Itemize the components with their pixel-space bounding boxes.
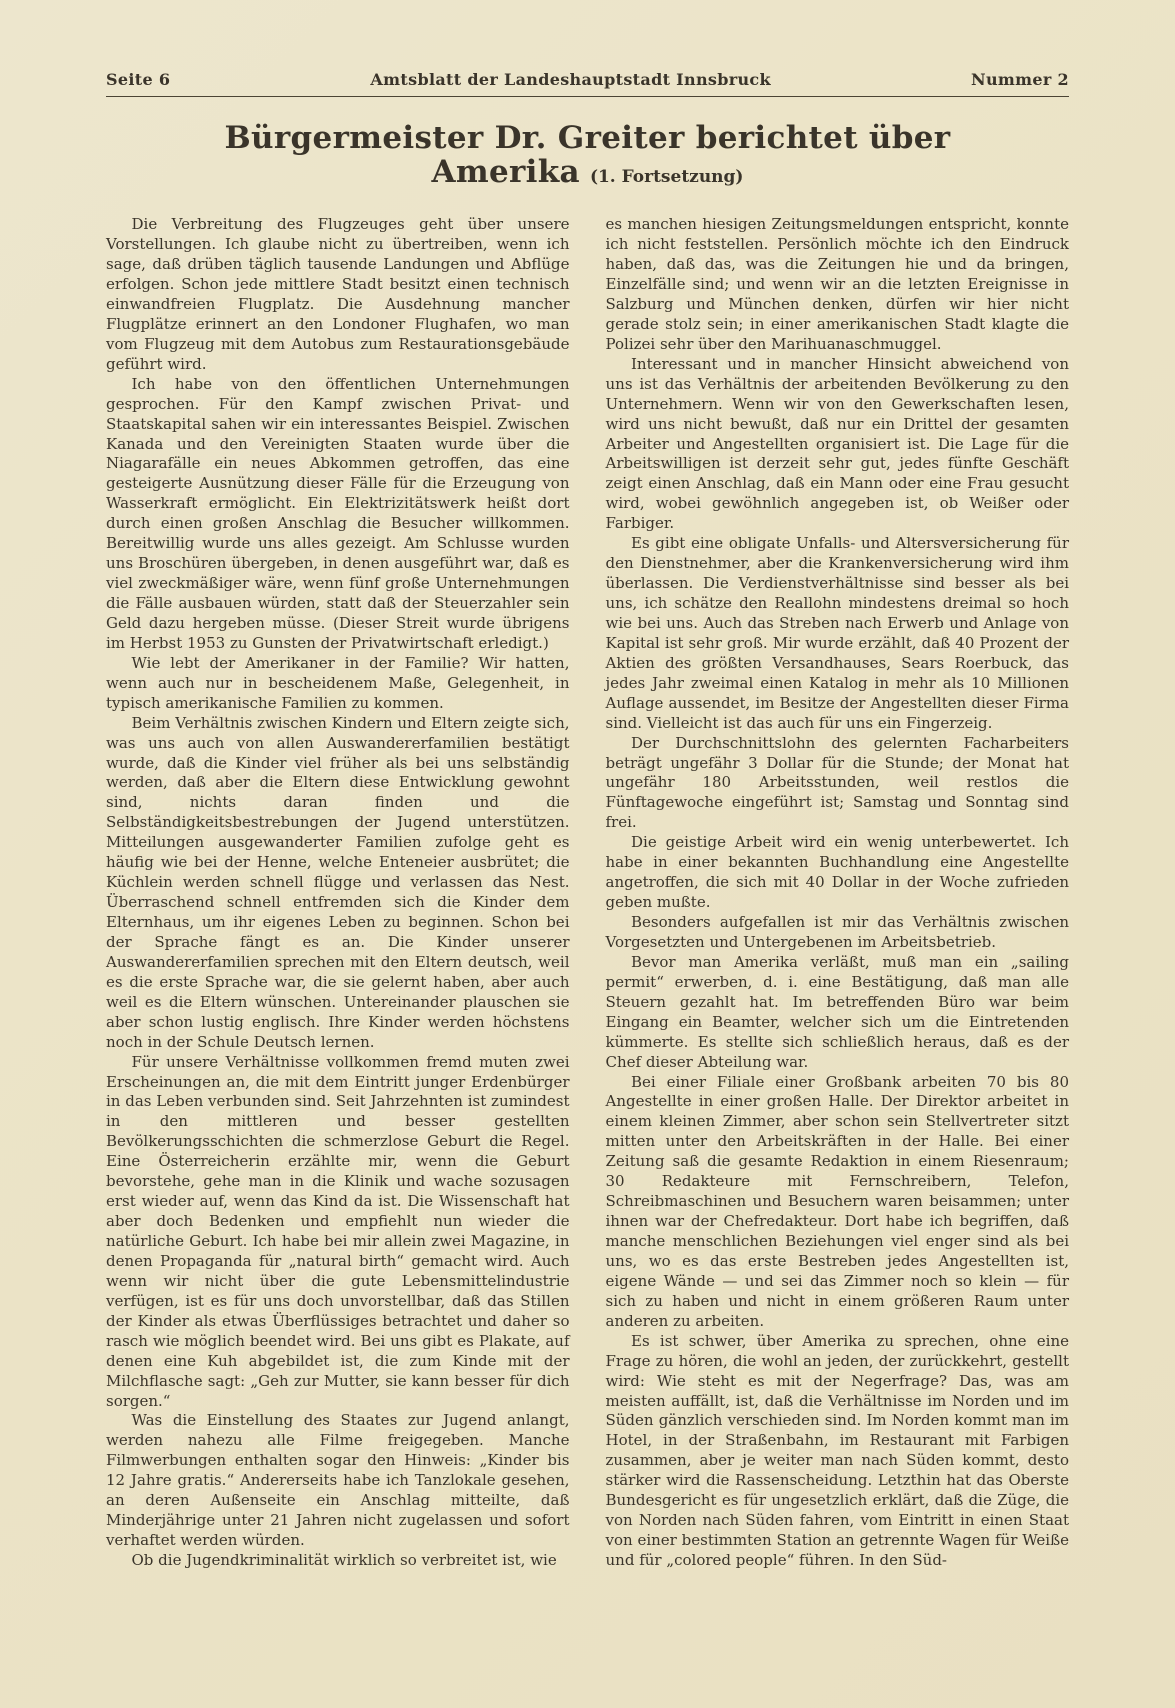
column-right (606, 215, 1070, 1571)
paragraph: Bevor man Amerika verläßt, muß man ein „sailing permit“ erwerben, d. i. eine Bestätigung, daß man alle Steuern gezahlt hat. Im betreffenden Büro war beim Eingang ein Beamter, welcher sich um die Eintretenden kümmerte. Es stellte sich schließlich heraus, daß es der Chef dieser Abteilung war. (605, 952, 1069, 1071)
paragraph: Wie lebt der Amerikaner in der Familie? Wir hatten, wenn auch nur in bescheidenem Maße, Gelegenheit, in typisch amerikanische Familien zu kommen. (106, 653, 570, 712)
paragraph: Es gibt eine obligate Unfalls- und Altersversicherung für den Dienstnehmer, aber die Krankenversicherung wird ihm überlassen. Die Verdienstverhältnisse sind besser als bei uns, ich schätze den Reallohn mindestens dreimal so hoch wie bei uns. Auch das Streben nach Erwerb und Anlage von Kapital ist sehr groß. Mir wurde erzählt, daß 40 Prozent der Aktien des größten Versandhauses, Sears Roerbuck, das jedes Jahr zweimal einen Katalog in mehr als 10 Millionen Auflage aussendet, im Besitze der Angestellten dieser Firma sind. Vielleicht ist das auch für uns ein Fingerzeig. (605, 534, 1069, 732)
masthead-title: Amtsblatt der Landeshauptstadt Innsbruck (370, 70, 771, 89)
paragraph: Für unsere Verhältnisse vollkommen fremd muten zwei Erscheinungen an, die mit dem Eintritt junger Erdenbürger in das Leben verbunden sind. Seit Jahrzehnten ist zumindest in den mittleren und besser gestellten Bevölkerungsschichten die schmerzlose Geburt die Regel. Eine Österreicherin erzählte mir, wenn die Geburt bevorstehe, gehe man in die Klinik und wache sozusagen erst wieder auf, wenn das Kind da ist. Die Wissenschaft hat aber doch Bedenken und empfiehlt nun wieder die natürliche Geburt. Ich habe bei mir allein zwei Magazine, in denen Propaganda für „natural birth“ gemacht wird. Auch wenn wir nicht über die gute Lebensmittelindustrie verfügen, ist es für uns doch unvorstellbar, daß das Stillen der Kinder als etwas Überflüssiges betrachtet und daher so rasch wie möglich beendet wird. Bei uns gibt es Plakate, auf denen eine Kuh abgebildet ist, die zum Kinde mit der Milchflasche sagt: „Geh zur Mutter, sie kann besser für dich sorgen.“ (106, 1052, 570, 1410)
paragraph: Ich habe von den öffentlichen Unternehmungen gesprochen. Für den Kampf zwischen Privat- und Staatskapital sahen wir ein interessantes Beispiel. Zwischen Kanada und den Vereinigten Staaten wurde über die Niagarafälle ein neues Abkommen getroffen, das eine gesteigerte Ausnützung dieser Fälle für die Erzeugung von Wasserkraft ermöglicht. Ein Elektrizitätswerk heißt dort durch einen großen Anschlag die Besucher willkommen. Bereitwillig wurde uns alles gezeigt. Am Schlusse wurden uns Broschüren übergeben, in denen ausgeführt war, daß es viel zweckmäßiger wäre, wenn fünf große Unternehmungen die Fälle ausbauen würden, statt daß der Steuerzahler sein Geld dazu hergeben müsse. (Dieser Streit wurde übrigens im Herbst 1953 zu Gunsten der Privatwirtschaft erledigt.) (106, 374, 570, 652)
paragraph: Der Durchschnittslohn des gelernten Facharbeiters beträgt ungefähr 3 Dollar für die Stunde; der Monat hat ungefähr 180 Arbeitsstunden, weil restlos die Fünftagewoche eingeführt ist; Samstag und Sonntag sind frei. (605, 733, 1069, 832)
article-title-suffix: (1. Fortsetzung) (589, 167, 744, 188)
article-title-text: Bürgermeister Dr. Greiter berichtet über Amerika (224, 120, 951, 191)
article-body (106, 215, 1069, 1571)
paragraph: Beim Verhältnis zwischen Kindern und Eltern zeigte sich, was uns auch von allen Auswandererfamilien bestätigt wurde, daß die Kinder viel früher als bei uns selbständig werden, daß aber die Eltern diese Entwicklung gewohnt sind, nichts daran finden und die Selbständigkeitsbestrebungen der Jugend unterstützen. Mitteilungen ausgewanderter Familien zufolge geht es häufig wie bei der Henne, welche Enteneier ausbrütet; die Küchlein werden schnell flügge und verlassen das Nest. Überraschend schnell entfremden sich die Kinder dem Elternhaus, um ihr eigenes Leben zu beginnen. Schon bei der Sprache fängt es an. Die Kinder unserer Auswandererfamilien sprechen mit den Eltern deutsch, weil es die erste Sprache war, die sie gelernt haben, aber auch weil es die Eltern wünschen. Untereinander plauschen sie aber schon lustig englisch. Ihre Kinder werden höchstens noch in der Schule Deutsch lernen. (106, 713, 570, 1051)
paragraph: Die geistige Arbeit wird ein wenig unterbewertet. Ich habe in einer bekannten Buchhandlung eine Angestellte angetroffen, die sich mit 40 Dollar in der Woche zufrieden geben mußte. (605, 833, 1069, 912)
paragraph: Interessant und in mancher Hinsicht abweichend von uns ist das Verhältnis der arbeitenden Bevölkerung zu den Unternehmern. Wenn wir von den Gewerkschaften lesen, wird uns nicht bewußt, daß nur ein Drittel der gesamten Arbeiter und Angestellten organisiert ist. Die Lage für die Arbeitswilligen ist derzeit sehr gut, jedes fünfte Geschäft zeigt einen Anschlag, daß ein Mann oder eine Frau gesucht wird, wobei gewöhnlich angegeben ist, ob Weißer oder Farbiger. (605, 354, 1069, 533)
issue-number: Nummer 2 (971, 70, 1069, 89)
paragraph: Es ist schwer, über Amerika zu sprechen, ohne eine Frage zu hören, die wohl an jeden, der zurückkehrt, gestellt wird: Wie steht es mit der Negerfrage? Das, was am meisten auffällt, ist, daß die Verhältnisse im Norden und im Süden gänzlich verschieden sind. Im Norden kommt man im Hotel, in der Straßenbahn, im Restaurant mit Farbigen zusammen, aber je weiter man nach Süden kommt, desto stärker wird die Rassenscheidung. Letzthin hat das Oberste Bundesgericht es für ungesetzlich erklärt, daß die Züge, die von Norden nach Süden fahren, vom Eintritt in einen Staat von einer bestimmten Station an getrennte Wagen für Weiße und für „colored people“ führen. In den Süd- (605, 1331, 1069, 1569)
page-header (106, 70, 1069, 89)
header-rule (106, 96, 1069, 97)
paragraph-continuation: es manchen hiesigen Zeitungsmeldungen entspricht, konnte ich nicht feststellen. Persönlich möchte ich den Eindruck haben, daß das, was die Zeitungen hie und da bringen, Einzelfälle sind; und wenn wir an die letzten Ereignisse in Salzburg und München denken, dürfen wir hier nicht gerade stolz sein; in einer amerikanischen Stadt klagte die Polizei sehr über den Marihuanaschmuggel. (605, 215, 1069, 353)
paragraph: Ob die Jugendkriminalität wirklich so verbreitet ist, wie (131, 1551, 557, 1569)
column-left (106, 215, 570, 1571)
paragraph: Besonders aufgefallen ist mir das Verhältnis zwischen Vorgesetzten und Untergebenen im Arbeitsbetrieb. (605, 913, 1069, 951)
paragraph: Bei einer Filiale einer Großbank arbeiten 70 bis 80 Angestellte in einer großen Halle. Der Direktor arbeitet in einem kleinen Zimmer, aber schon sein Stellvertreter sitzt mitten unter den Arbeitskräften in der Halle. Bei einer Zeitung saß die gesamte Redaktion in einem Riesenraum; 30 Redakteure mit Fernschreibern, Telefon, Schreibmaschinen und Besuchern waren beisammen; unter ihnen war der Chefredakteur. Dort habe ich begriffen, daß manche menschlichen Beziehungen viel enger sind als bei uns, wo es das erste Bestreben jedes Angestellten ist, eigene Wände — und sei das Zimmer noch so klein — für sich zu haben und nicht in einem größeren Raum unter anderen zu arbeiten. (605, 1072, 1069, 1330)
paragraph: Die Verbreitung des Flugzeuges geht über unsere Vorstellungen. Ich glaube nicht zu übertreiben, wenn ich sage, daß drüben täglich tausende Landungen und Abflüge erfolgen. Schon jede mittlere Stadt besitzt einen technisch einwandfreien Flugplatz. Die Ausdehnung mancher Flugplätze erinnert an den Londoner Flughafen, wo man vom Flugzeug mit dem Autobus zum Restaurationsgebäude geführt wird. (106, 215, 570, 373)
paragraph: Was die Einstellung des Staates zur Jugend anlangt, werden nahezu alle Filme freigegeben. Manche Filmwerbungen enthalten sogar den Hinweis: „Kinder bis 12 Jahre gratis.“ Andererseits habe ich Tanzlokale gesehen, an deren Außenseite ein Anschlag mitteilte, daß Minderjährige unter 21 Jahren nicht zugelassen und sofort verhaftet werden würden. (106, 1411, 570, 1550)
article-title (106, 121, 1069, 189)
page-number: Seite 6 (106, 70, 171, 89)
